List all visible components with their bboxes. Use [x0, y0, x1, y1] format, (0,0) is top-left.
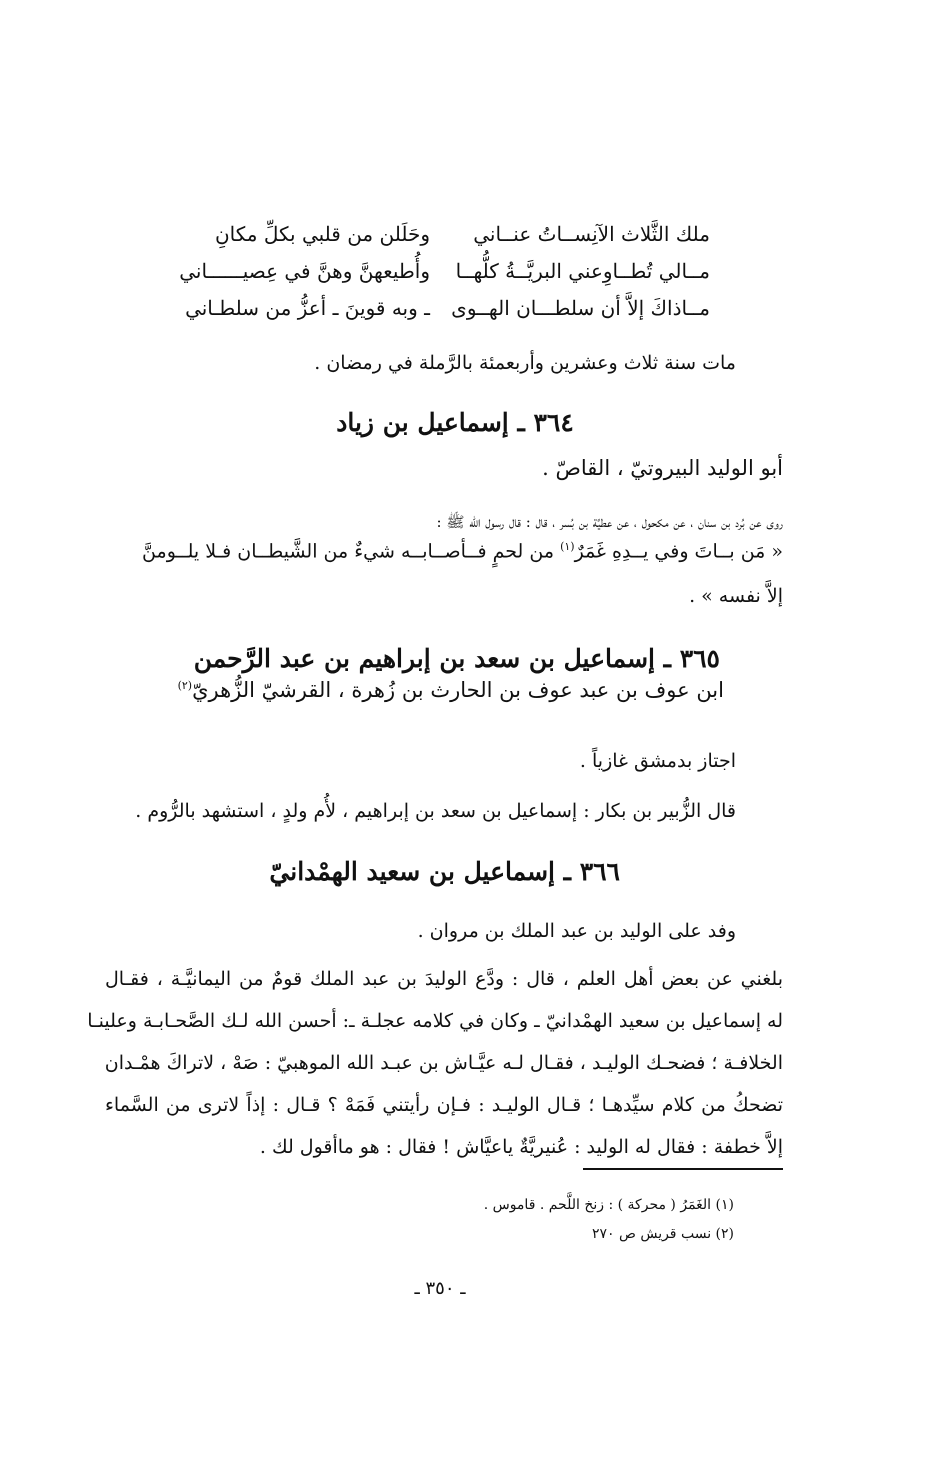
page-number: ـ ٣٥٠ ـ [414, 1278, 466, 1299]
entry-365-line1: اجتاز بدمشق غازياً . [579, 750, 736, 772]
entry-364-isnad: روى عن بُرد بن سنان ، عن مكحول ، عن عطيَّة بن بُسر ، قال : قال رسول الله ﷺ : [436, 513, 783, 531]
poem-hemistich-left: وأُطيعهنَّ وهنَّ في عِصيــــــاني [179, 259, 430, 283]
paragraph-line: الخلافـة ؛ فضحـك الوليـد ، فقـال لـه عيَّـاش بن عبـد الله الموهبيّ : صَهْ ، لاتراكَ همْـدان [104, 1052, 783, 1074]
entry-364-heading: ٣٦٤ ـ إسماعيل بن زياد [336, 408, 574, 437]
footnote-separator [583, 1168, 783, 1170]
entry-364-kunya: أبو الوليد البيروتيّ ، القاصّ . [542, 456, 783, 480]
death-note: مات سنة ثلاث وعشرين وأربعمئة بالرَّملة في رمضان . [314, 352, 736, 374]
poem-hemistich-right: ملك الثَّلاث الآنِســاتُ عنــاني [473, 222, 710, 246]
paragraph-line: بلغني عن بعض أهل العلم ، قال : ودَّع الوليدَ بن عبد الملك قومٌ من اليمانيَّـة ، فقـال [105, 968, 783, 990]
paragraph-line: تضحكُ من كلام سيِّدهـا ؛ قـال الوليـد : فـإن رأيتني فَمَهْ ؟ قـال : إذاً لاترى من السَّماء [105, 1094, 783, 1116]
entry-365-line2: قال الزُّبير بن بكار : إسماعيل بن سعد بن إبراهيم ، لأُم ولدٍ ، استشهد بالرُّوم . [135, 800, 736, 822]
poem-verse [180, 222, 710, 262]
poem-hemistich-left: ـ وبه قوينَ ـ أعزُّ من سلطـاني [185, 296, 430, 320]
footnote-mark: (١) [560, 540, 575, 553]
hadith-text: « مَن بــاتَ وفي يــدِهِ غَمَرٌ [574, 540, 783, 563]
poem-hemistich-right: مــاذاكَ إلاَّ أن سلطـــان الهــوى [451, 296, 710, 320]
entry-366-line1: وفد على الوليد بن عبد الملك بن مروان . [417, 920, 736, 942]
poem-hemistich-right: مــالي تُطــاوِعني البريَّــةُ كلُّهــا [455, 259, 710, 283]
entry-364-hadith-line1 [142, 540, 783, 562]
paragraph-line: إلاَّ خطفة : فقال له الوليد : عُنيريَّةٌ ياعيَّاش ! فقال : هو ماأقول لك . [259, 1136, 783, 1158]
poem-verse [180, 259, 710, 299]
footnote-mark: (٢) [177, 679, 193, 692]
footnote: (٢) نسب قريش ص ٢٧٠ [591, 1226, 734, 1242]
entry-364-hadith-line2: إلاَّ نفسه » . [689, 585, 783, 607]
entry-365-heading: ٣٦٥ ـ إسماعيل بن سعد بن إبراهيم بن عبد الرَّحمن [193, 644, 720, 673]
poem-hemistich-left: وحَلَلن من قلبي بكلِّ مكانِ [214, 222, 430, 246]
lineage-text: ابن عوف بن عبد عوف بن الحارث بن زُهرة ، القرشيّ الزُّهريّ [192, 678, 724, 702]
entry-365-lineage [178, 678, 724, 702]
paragraph-line: له إسماعيل بن سعيد الهمْدانيّ ـ وكان في كلامه عجلـة ـ: أحسن الله لـك الصَّحـابـة وعلينـا [87, 1010, 783, 1032]
footnote: (١) الغَمَرُ ( محركة ) : زنخ اللَّحم . قاموس . [483, 1197, 734, 1213]
hadith-text: من لحمٍ فــأصــابــه شيءٌ من الشَّيطــان فـلا يلــومنَّ [142, 540, 555, 563]
poem-verse [180, 296, 710, 336]
entry-366-heading: ٣٦٦ ـ إسماعيل بن سعيد الهمْدانيّ [269, 857, 620, 886]
